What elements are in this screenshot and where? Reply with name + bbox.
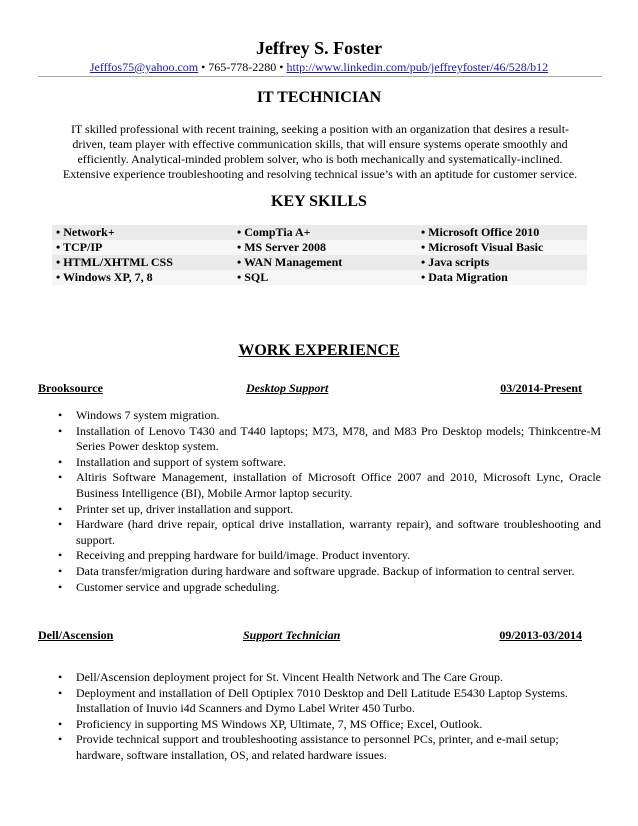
bullet-item: • Hardware (hard drive repair, optical drive installation, warranty repair), and software troubleshooting and support. [38,517,601,548]
job-role: Desktop Support [246,381,329,395]
bullet-text: Provide technical support and troubleshooting assistance to personnel PCs, printer, and e-mail setup; [76,732,559,747]
phone-text: • 765-778-2280 • [198,60,287,74]
skill-cell: • TCP/IP [52,240,233,255]
bullet-item: • Installation of Lenovo T430 and T440 laptops; M73, M78, and M83 Pro Desktop models; Thinkcentre-M Series Power desktop system. [38,424,601,455]
bullet-item: • Dell/Ascension deployment project for St. Vincent Health Network and The Care Group. [38,670,601,686]
bullet-item: • Installation and support of system software. [38,455,601,471]
job-bullets [38,670,601,764]
summary-line: driven, team player with effective communication skills, that will ensure systems operate smoothly and [72,137,568,151]
skills-row [52,270,587,285]
skills-row [52,255,587,270]
skills-row [52,240,587,255]
key-skills-heading: KEY SKILLS [271,193,367,210]
summary-line: IT skilled professional with recent training, seeking a position with an organization that desires a result- [70,122,570,136]
bullet-continuation: Installation of Inuvio i4d Scanners and Dymo Label Writer 450 Turbo. [76,701,415,716]
email-link[interactable]: Jefffos75@yahoo.com [89,60,199,74]
skill-cell: • Network+ [52,225,233,240]
job-bullets [38,408,601,595]
skill-cell: • Java scripts [417,255,587,270]
bullet-item: • Receiving and prepping hardware for build/image. Product inventory. [38,548,601,564]
bullet-item: • Windows 7 system migration. [38,408,601,424]
job-dates: 03/2014-Present [500,381,582,395]
bullet-item: • Printer set up, driver installation and support. [38,502,601,518]
job-title-heading: IT TECHNICIAN [256,89,382,106]
candidate-name: Jeffrey S. Foster [255,38,383,58]
company-name: Dell/Ascension [38,628,114,642]
bullet-item: • Altiris Software Management, installation of Microsoft Office 2007 and 2010, Microsoft Lync, Oracle Business Intelligence (BI), Mobile Armor laptop security. [38,470,601,501]
header-divider [38,76,602,77]
skill-cell: • WAN Management [233,255,417,270]
bullet-item: • Customer service and upgrade scheduling. [38,580,601,596]
job-role: Support Technician [243,628,341,642]
bullet-text: Deployment and installation of Dell Optiplex 7010 Desktop and Dell Latitude E5430 Laptop Systems. [76,685,568,700]
skill-cell: • Data Migration [417,270,587,285]
company-name: Brooksource [38,381,103,395]
summary-line: Extensive experience troubleshooting and resolving technical issue’s with an aptitude for customer service. [62,167,578,181]
contact-line [0,60,638,75]
bullet-item: • Data transfer/migration during hardware and software upgrade. Backup of information to central server. [38,564,601,580]
linkedin-link[interactable]: http://www.linkedin.com/pub/jeffreyfoster/46/528/b12 [286,60,549,74]
skill-cell: • SQL [233,270,417,285]
skill-cell: • Microsoft Visual Basic [417,240,587,255]
summary-paragraph [50,122,590,182]
bullet-item: • Proficiency in supporting MS Windows XP, Ultimate, 7, MS Office; Excel, Outlook. [38,717,601,733]
skill-cell: • HTML/XHTML CSS [52,255,233,270]
job-dates: 09/2013-03/2014 [499,628,582,642]
bullet-item [38,732,601,763]
bullet-continuation: hardware, software installation, OS, and related hardware issues. [76,747,387,762]
summary-line: efficiently. Analytical-minded problem solver, who is both mechanically and systematically-inclined. [77,152,563,166]
work-experience-heading: WORK EXPERIENCE [238,342,400,359]
skill-cell: • CompTia A+ [233,225,417,240]
skills-row [52,225,587,240]
skill-cell: • MS Server 2008 [233,240,417,255]
skill-cell: • Windows XP, 7, 8 [52,270,233,285]
bullet-item [38,686,601,717]
key-skills-table [52,225,587,285]
skill-cell: • Microsoft Office 2010 [417,225,587,240]
